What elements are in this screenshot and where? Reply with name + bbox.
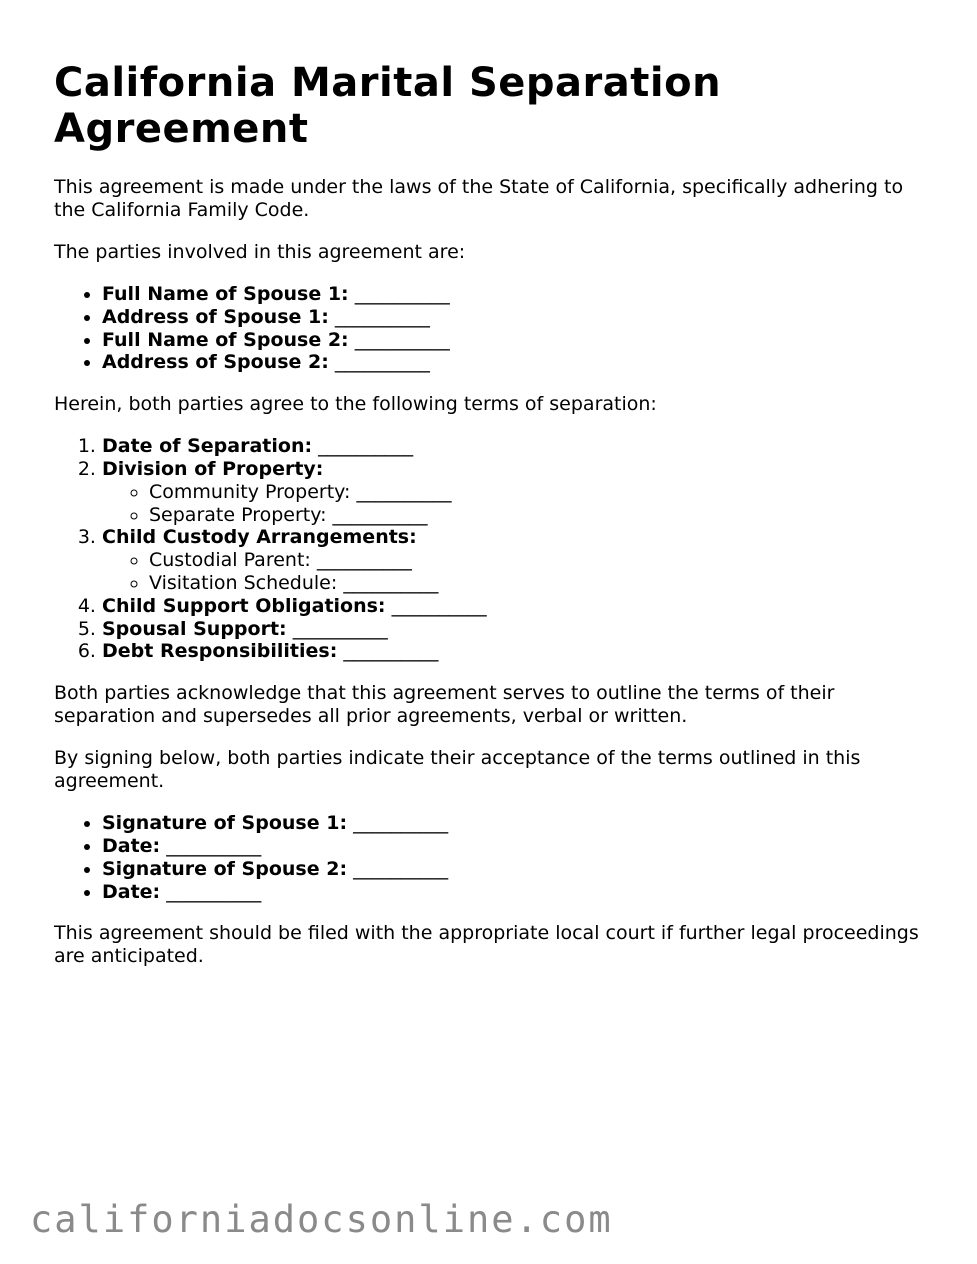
term-child-custody	[102, 526, 934, 594]
blank-field: __________	[353, 857, 449, 880]
watermark: californiadocsonline.com	[30, 1198, 613, 1241]
field-label: Spousal Support:	[102, 617, 287, 640]
field-label: Date:	[102, 880, 161, 903]
blank-field: __________	[353, 812, 449, 835]
list-item	[102, 351, 934, 374]
field-label: Signature of Spouse 2:	[102, 857, 348, 880]
signatures-list	[54, 812, 934, 903]
intro-paragraph: This agreement is made under the laws of the State of California, specifically adhering to the California Family Code.	[54, 176, 904, 221]
term-spousal-support	[102, 618, 934, 641]
blank-field: __________	[318, 435, 414, 458]
field-label: Address of Spouse 2:	[102, 351, 329, 374]
field-label: Date of Separation:	[102, 435, 313, 458]
term-debt-responsibilities	[102, 640, 934, 663]
list-item	[102, 812, 934, 835]
field-label: Debt Responsibilities:	[102, 640, 338, 663]
acknowledgment-paragraph: Both parties acknowledge that this agreement serves to outline the terms of their separation and supersedes all prior agreements, verbal or written.	[54, 682, 835, 728]
list-item	[102, 881, 934, 904]
terms-list	[54, 435, 934, 663]
blank-field: __________	[166, 880, 262, 903]
terms-intro: Herein, both parties agree to the following terms of separation:	[54, 393, 657, 416]
list-item: ◦ Community Property: __________	[149, 481, 934, 504]
blank-field: __________	[166, 834, 262, 857]
document-title: California Marital Separation Agreement	[54, 60, 722, 152]
field-label: Child Custody Arrangements:	[102, 526, 417, 549]
closing-paragraph: This agreement should be filed with the appropriate local court if further legal proceedings are anticipated.	[54, 922, 919, 968]
blank-field: __________	[334, 351, 430, 374]
property-sublist	[102, 481, 934, 527]
blank-field: __________	[292, 617, 388, 640]
custody-sublist	[102, 549, 934, 595]
field-label: Child Support Obligations:	[102, 594, 386, 617]
list-item	[102, 283, 934, 306]
signing-intro: By signing below, both parties indicate their acceptance of the terms outlined in this agreement.	[54, 747, 861, 793]
field-label: Division of Property:	[102, 457, 324, 480]
blank-field: __________	[343, 640, 439, 663]
term-child-support	[102, 595, 934, 618]
blank-field: __________	[391, 594, 487, 617]
term-division-of-property	[102, 458, 934, 526]
list-item	[102, 835, 934, 858]
field-label: Signature of Spouse 1:	[102, 812, 348, 835]
field-label: Date:	[102, 834, 161, 857]
field-label: Address of Spouse 1:	[102, 305, 329, 328]
list-item	[102, 858, 934, 881]
list-item: ◦ Visitation Schedule: __________	[149, 572, 934, 595]
blank-field: __________	[354, 328, 450, 351]
blank-field: __________	[334, 305, 430, 328]
list-item	[102, 306, 934, 329]
parties-list	[54, 283, 934, 374]
term-date-of-separation	[102, 435, 934, 458]
list-item	[102, 329, 934, 352]
list-item: ◦ Separate Property: __________	[149, 504, 934, 527]
document-page	[54, 60, 934, 987]
field-label: Full Name of Spouse 1:	[102, 283, 349, 305]
blank-field: __________	[354, 283, 450, 305]
list-item: ◦ Custodial Parent: __________	[149, 549, 934, 572]
parties-intro: The parties involved in this agreement are:	[54, 241, 466, 263]
field-label: Full Name of Spouse 2:	[102, 328, 349, 351]
